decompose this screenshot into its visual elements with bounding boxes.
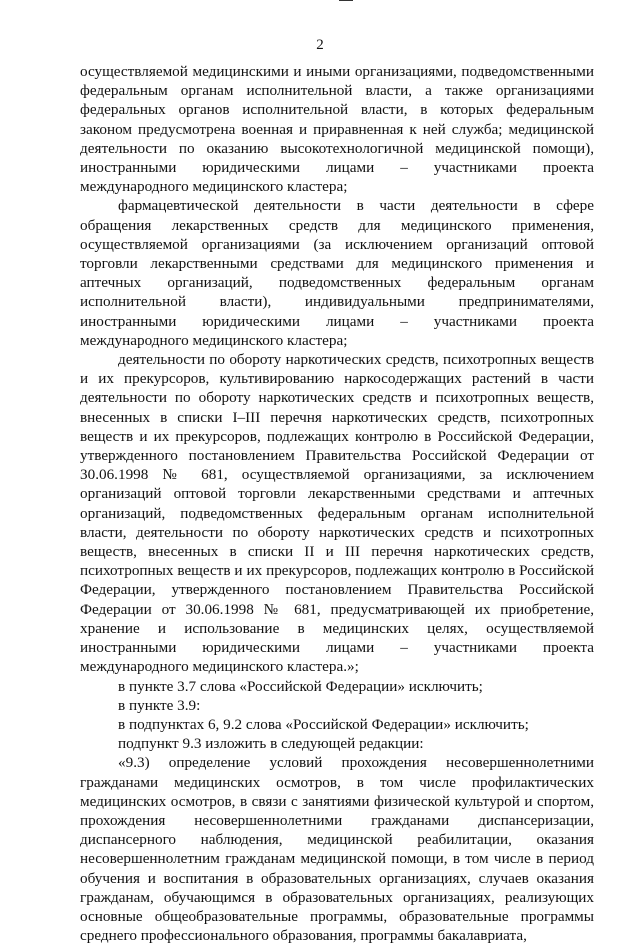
paragraph-clause-3-7: в пункте 3.7 слова «Российской Федерации» исключить; — [118, 677, 483, 695]
paragraph-pharmaceutical-activity: фармацевтической деятельности в части деятельности в сфере обращения лекарственных средств для медицинского применения, осуществляемой организациями (за исключением организаций оптовой торговли лекарственными средствами для медицинского применения и аптечных организаций, подведомственных федеральным органам исполнительной власти), индивидуальными предпринимателями, иностранными юридическими лицами – участниками проекта международного медицинского кластера; — [80, 197, 594, 349]
paragraph-subclauses-6-9-2: в подпунктах 6, 9.2 слова «Российской Федерации» исключить; — [118, 715, 529, 733]
paragraph-subclause-9-3-text: «9.3) определение условий прохождения несовершеннолетними гражданами медицинских осмотров, в том числе профилактических медицинских осмотров, в связи с занятиями физической культурой и спортом, прохождения несовершеннолетними гражданами диспансеризации, диспансерного наблюдения, медицинской реабилитации, оказания несовершеннолетним гражданам медицинской помощи, в том числе в период обучения и воспитания в образовательных организациях, случаев оказания гражданам, обучающимся в образовательных организациях, реализующих основные общеобразовательные программы, образовательные программы среднего профессионального образования, программы бакалавриата, — [80, 754, 594, 945]
paragraph-narcotics-activity: деятельности по обороту наркотических средств, психотропных веществ и их прекурсоров, культивированию наркосодержащих растений в части деятельности по обороту наркотических средств и психотропных веществ, внесенных в списки I–III перечня наркотических средств, психотропных веществ и их прекурсоров, подлежащих контролю в Российской Федерации, утвержденного постановлением Правительства Российской Федерации от 30.06.1998 № 681, осуществляемой организациями, за исключением организаций оптовой торговли лекарственными средствами и аптечных организаций, подведомственных федеральным органам исполнительной власти, деятельности по обороту наркотических средств и психотропных веществ, внесенных в списки II и III перечня наркотических средств, психотропных веществ и их прекурсоров, подлежащих контролю в Российской Федерации, утвержденного постановлением Правительства Российской Федерации от 30.06.1998 № 681, предусматривающей их приобретение, хранение и использование в медицинских целях, осуществляемой иностранными юридическими лицами – участниками проекта международного медицинского кластера.»; — [80, 351, 594, 676]
document-body — [80, 62, 594, 945]
page-number: 2 — [316, 37, 324, 53]
paragraph-clause-3-9: в пункте 3.9: — [118, 696, 201, 714]
top-edge-mark — [339, 0, 353, 1]
paragraph-subclause-9-3-intro: подпункт 9.3 изложить в следующей редакции: — [118, 735, 424, 753]
paragraph-continuation: осуществляемой медицинскими и иными организациями, подведомственными федеральным органам исполнительной власти, а также организациями федеральных органов исполнительной власти, в которых федеральным законом предусмотрена военная и приравненная к ней служба; медицинской деятельности по оказанию высокотехнологичной медицинской помощи), иностранными юридическими лицами – участниками проекта международного медицинского кластера; — [80, 63, 594, 196]
